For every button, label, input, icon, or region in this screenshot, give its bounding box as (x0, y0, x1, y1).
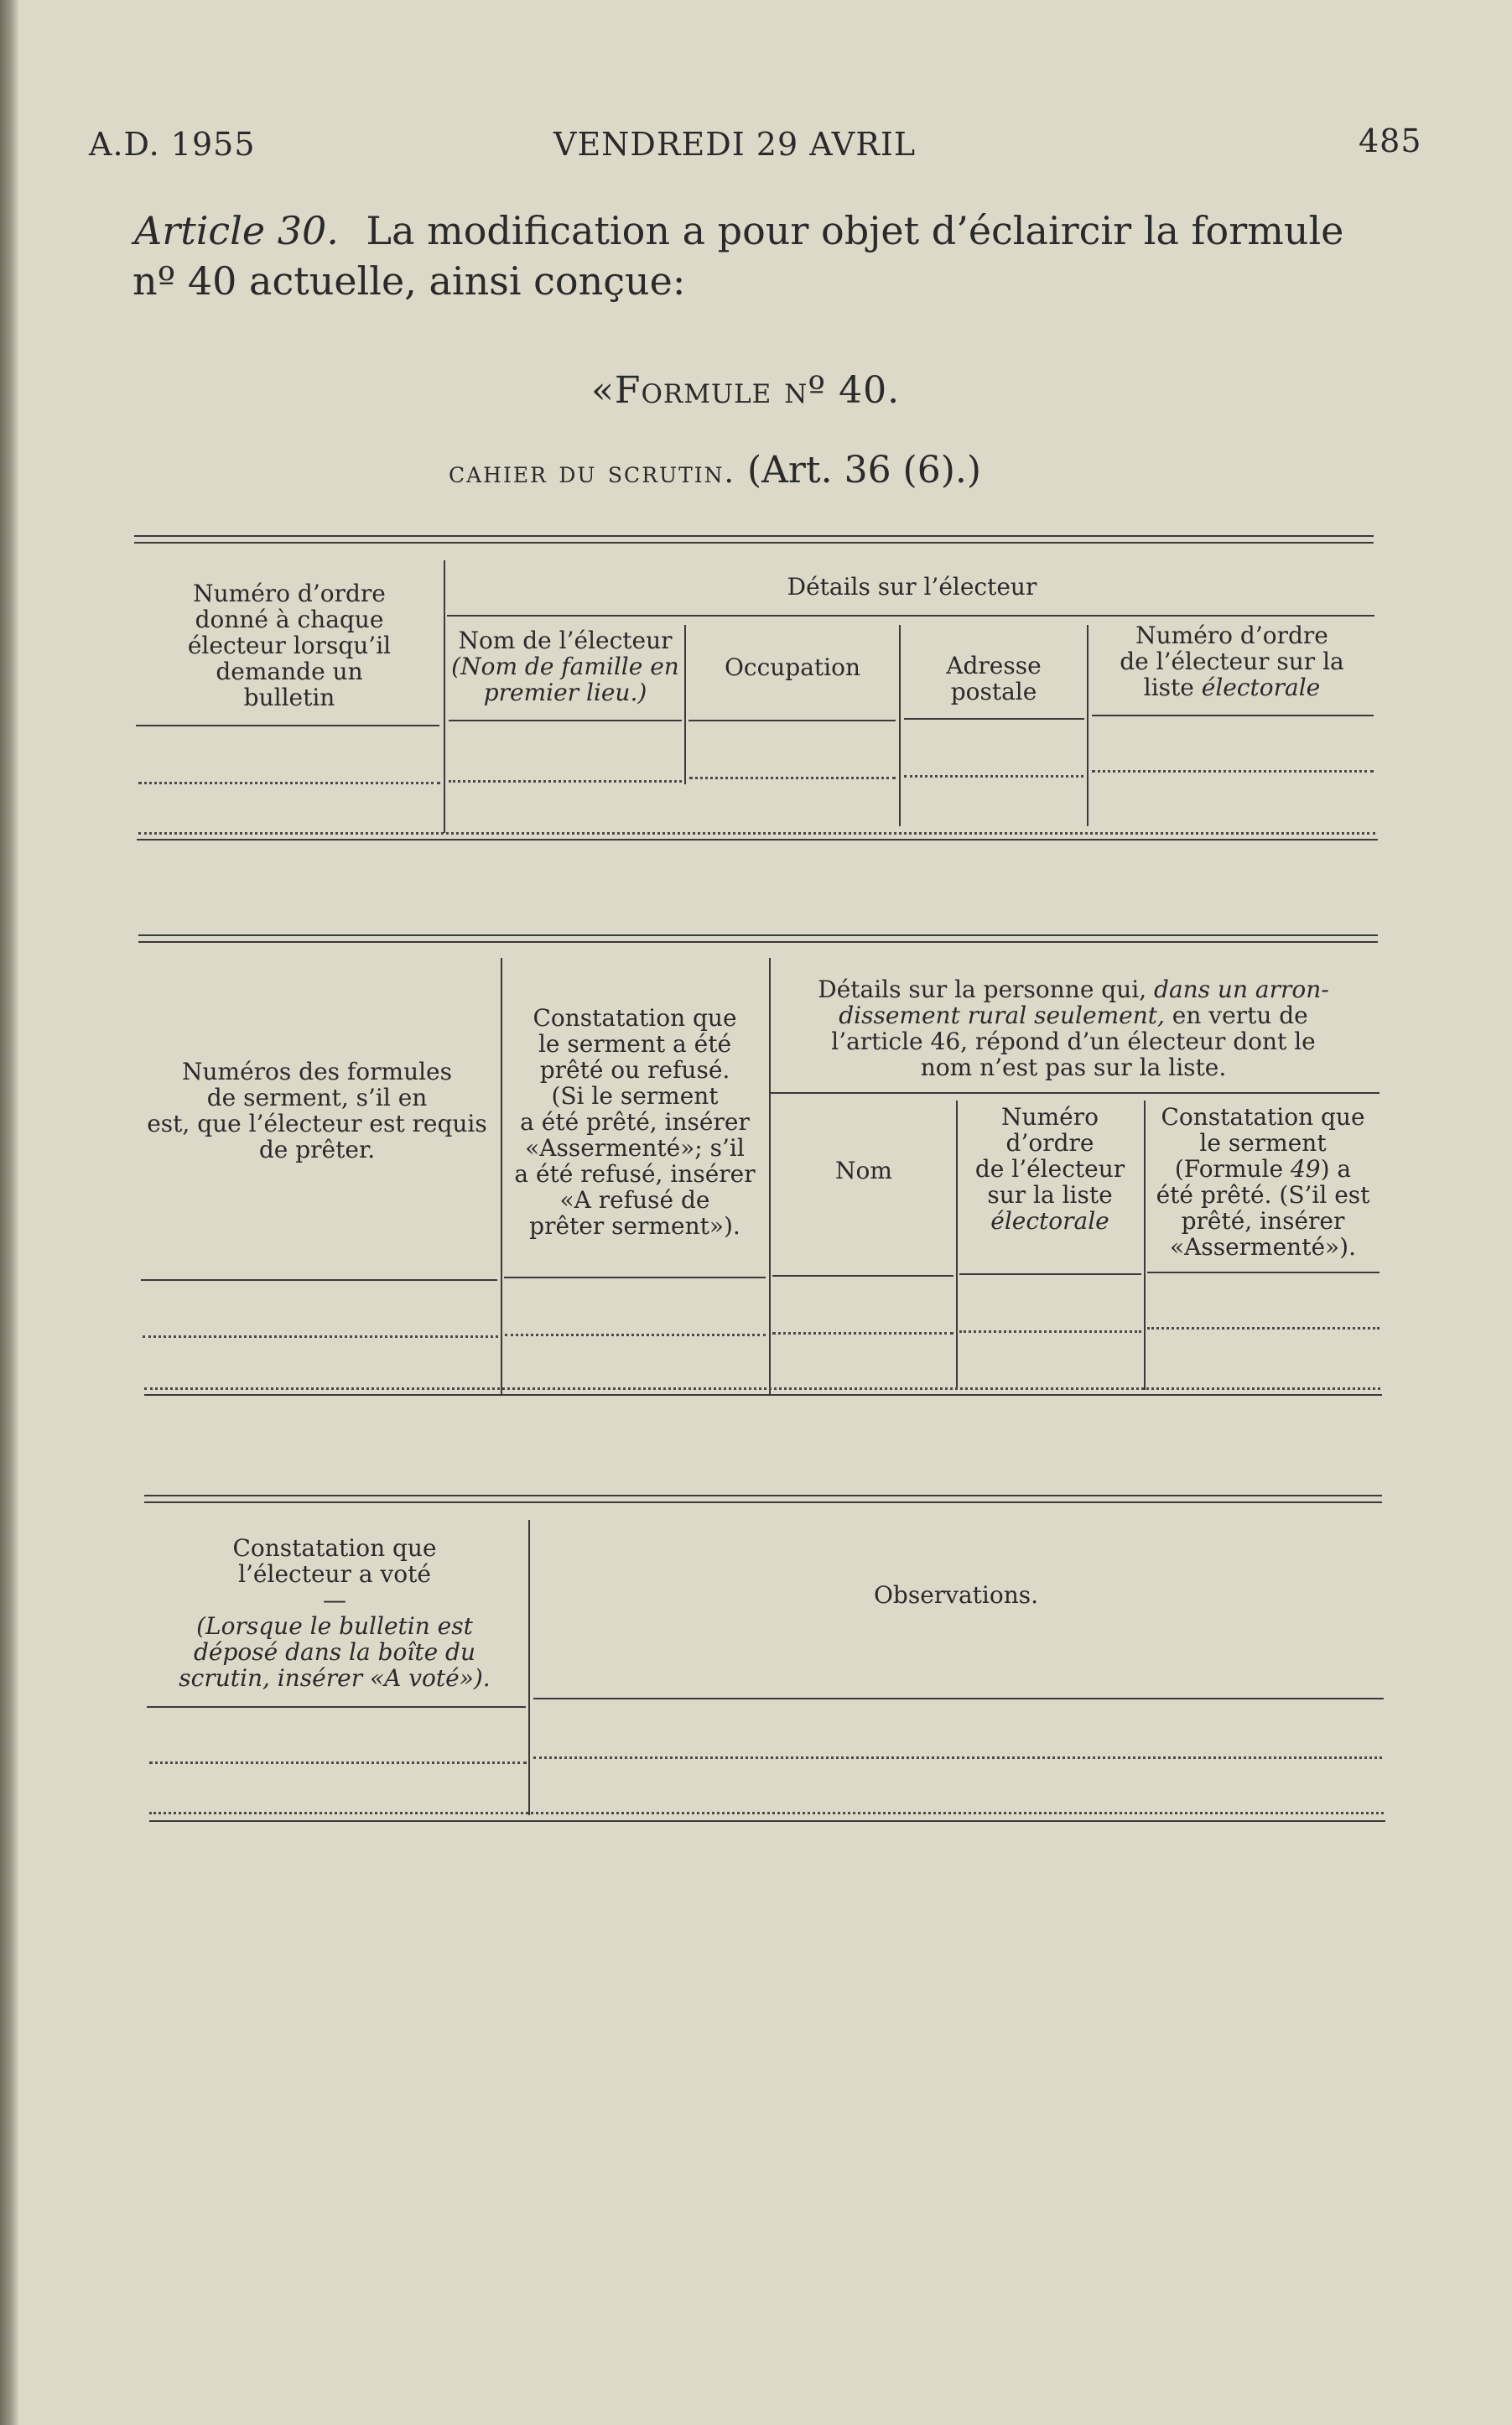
table-2-divider (501, 958, 502, 1394)
cahier-title (449, 449, 981, 492)
table-2-bottom-rule (144, 1394, 1382, 1396)
header-line: a été prêté, insérer (520, 1108, 750, 1136)
cahier-label: cahier du scrutin. (449, 455, 735, 490)
table-1-divider (684, 625, 686, 784)
table-2-dotted-entry (959, 1330, 1141, 1333)
header-line: Constatation que (232, 1534, 437, 1562)
table-3-top-rule (144, 1495, 1382, 1503)
table-3-bottom-rule (149, 1820, 1385, 1822)
table-3-dotted-entry (149, 1762, 527, 1764)
article-text-line1: La modification a pour objet d’éclaircir la formule (366, 208, 1344, 253)
header-line: bulletin (243, 684, 335, 711)
table-1-col-occupation: Occupation (724, 653, 861, 681)
header-line: de serment, s’il en (206, 1084, 428, 1111)
header-line: l’article 46, répond d’un électeur dont le (831, 1028, 1316, 1055)
table-1-group-header: Détails sur l’électeur (787, 573, 1037, 601)
header-line: Constatation que (1161, 1103, 1365, 1131)
table-2-divider (956, 1101, 958, 1390)
article-paragraph (132, 206, 1375, 304)
table-1-header-rule (1092, 715, 1374, 716)
table-3-header-rule (147, 1706, 526, 1708)
table-1-dotted-entry (138, 782, 440, 784)
table-1-header-rule (136, 725, 439, 726)
header-line: Numéro d’ordre (1135, 622, 1328, 649)
table-1-group-rule (447, 615, 1374, 617)
header-line: prêter serment»). (529, 1212, 740, 1240)
table-3-dotted-entry (533, 1756, 1382, 1759)
article-text-line2: nº 40 actuelle, ainsi conçue: (132, 258, 686, 304)
header-year: A.D. 1955 (89, 126, 256, 163)
header-line: est, que l’électeur est requis (147, 1110, 487, 1137)
header-line: nom n’est pas sur la liste. (920, 1054, 1227, 1081)
table-2-top-rule (138, 934, 1378, 943)
table-2-header-rule (504, 1277, 766, 1278)
header-line: le serment a été (538, 1030, 732, 1058)
header-line: l’électeur a voté (238, 1560, 431, 1588)
table-1-col-numero-liste (1090, 622, 1374, 700)
cahier-ref: (Art. 36 (6).) (746, 449, 982, 492)
table-1-dotted-entry (449, 780, 682, 783)
table-1-divider (1087, 625, 1089, 826)
table-3-dotted-entry (149, 1812, 1384, 1814)
book-spine-shadow (0, 0, 18, 2425)
table-2-group-rule (771, 1092, 1380, 1094)
table-1-dotted-entry (689, 777, 896, 779)
header-line: donné à chaque (195, 606, 384, 633)
table-1-divider (899, 625, 901, 826)
header-line: dissement rural seulement, (839, 1002, 1165, 1029)
formule-title: «Formule nº 40. (591, 369, 901, 412)
table-1-col-adresse (902, 653, 1085, 705)
table-2-dotted-entry (144, 1387, 1380, 1390)
header-line: dans un arron- (1154, 976, 1329, 1003)
header-line: Numéro (1001, 1103, 1099, 1131)
table-3-col-vote (151, 1535, 518, 1691)
table-2-divider (1144, 1101, 1146, 1390)
header-line: Adresse (946, 652, 1042, 679)
header-line: «Assermenté»). (1170, 1233, 1356, 1261)
table-1-dotted-entry (138, 832, 1375, 835)
table-3-divider (528, 1520, 530, 1815)
table-2-col-constatation (503, 1005, 766, 1239)
header-line: électorale (990, 1207, 1109, 1235)
header-line: (Lorsque le bulletin est (196, 1612, 473, 1640)
table-2-col-serment (1146, 1104, 1380, 1260)
table-2-col-numero (959, 1104, 1141, 1234)
header-line: demande un (216, 658, 363, 685)
header-line: déposé dans la boîte du (194, 1638, 475, 1666)
header-line: scrutin, insérer «A voté»). (179, 1664, 491, 1692)
header-line: sur la liste (987, 1181, 1113, 1209)
header-line: électorale (1201, 674, 1321, 701)
table-2-header-rule (772, 1275, 953, 1277)
header-line: postale (950, 678, 1037, 705)
header-line: d’ordre (1005, 1129, 1094, 1157)
header-line: de l’électeur sur la (1120, 648, 1344, 675)
header-line: prêté, insérer (1181, 1207, 1345, 1235)
header-line: été prêté. (S’il est (1156, 1181, 1370, 1209)
header-line: prêté ou refusé. (539, 1056, 730, 1084)
table-1-header-rule (449, 720, 682, 721)
table-1-divider (444, 560, 445, 833)
header-line: (Formule (1174, 1155, 1291, 1183)
header-line: «Assermenté»; s’il (525, 1134, 745, 1162)
table-3-col-observations: Observations. (873, 1581, 1039, 1609)
header-line: premier lieu.) (483, 679, 647, 706)
header-line: — (323, 1586, 346, 1614)
header-line: a été refusé, insérer (514, 1160, 756, 1188)
header-line: Constatation que (533, 1004, 737, 1032)
table-2-header-rule (141, 1279, 497, 1281)
header-line: Numéro d’ordre (193, 580, 386, 607)
table-2-group-header (792, 976, 1354, 1080)
article-label: Article 30. (134, 208, 339, 253)
table-1-header-rule (904, 718, 1084, 720)
header-line: de l’électeur (974, 1155, 1125, 1183)
table-2-col-nom: Nom (835, 1157, 892, 1184)
table-1-dotted-entry (1092, 770, 1374, 773)
header-line: (Nom de famille en (451, 653, 679, 680)
header-line: le serment (1199, 1129, 1327, 1157)
header-line: «A refusé de (559, 1186, 710, 1214)
header-line: ) a (1320, 1155, 1352, 1183)
header-line: liste (1143, 674, 1202, 701)
table-1-top-rule (134, 535, 1374, 544)
header-line: 49 (1290, 1155, 1321, 1183)
table-2-dotted-entry (772, 1332, 953, 1335)
table-1-col-nom (448, 627, 683, 705)
page-number: 485 (1359, 122, 1422, 159)
table-2-divider (769, 958, 771, 1394)
header-line: Détails sur la personne qui, (818, 976, 1155, 1003)
table-2-dotted-entry (143, 1335, 498, 1338)
table-1-dotted-entry (904, 775, 1083, 778)
table-1-header-rule (688, 720, 896, 721)
table-2-header-rule (1147, 1272, 1380, 1273)
header-line: électeur lorsqu’il (187, 632, 392, 659)
table-2-header-rule (959, 1273, 1141, 1275)
table-2-dotted-entry (1147, 1327, 1380, 1330)
header-line: en vertu de (1164, 1002, 1308, 1029)
header-line: Numéros des formules (181, 1058, 452, 1085)
header-line: (Si le serment (551, 1082, 719, 1110)
header-date: VENDREDI 29 AVRIL (553, 126, 917, 163)
table-1-col-numero-ordre (151, 580, 428, 710)
table-1-bottom-rule (137, 839, 1378, 840)
header-line: de prêter. (258, 1136, 376, 1163)
table-2-col-formules (136, 1059, 498, 1163)
table-3-header-rule (533, 1698, 1384, 1699)
table-2-dotted-entry (505, 1334, 766, 1336)
header-line: Nom de l’électeur (458, 627, 673, 654)
